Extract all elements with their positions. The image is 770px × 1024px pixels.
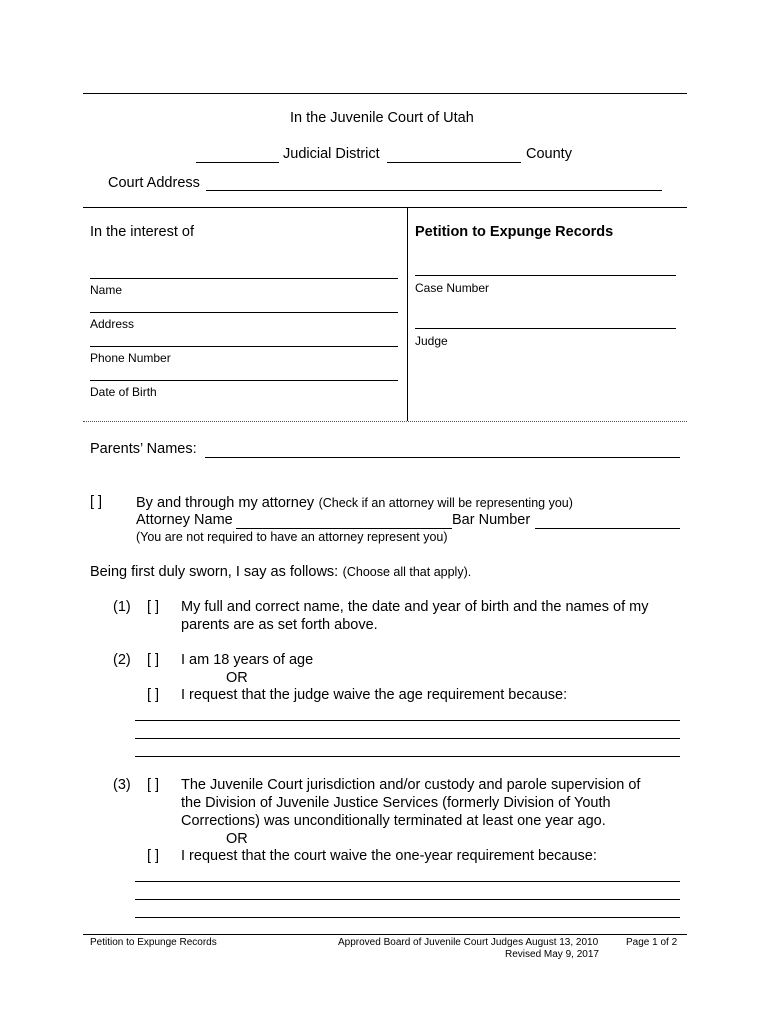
- county-label: County: [526, 146, 572, 162]
- item3-checkbox-terminated[interactable]: [ ]: [147, 777, 160, 793]
- item3-number: (3): [113, 777, 131, 793]
- caption-bottom-rule: [83, 421, 687, 422]
- attorney-checkbox[interactable]: [ ]: [90, 494, 103, 510]
- address-label: Address: [90, 317, 135, 331]
- item2-number: (2): [113, 652, 131, 668]
- dob-field[interactable]: [90, 380, 398, 381]
- petition-title: Petition to Expunge Records: [415, 224, 614, 240]
- item2-text-waive: I request that the judge waive the age requirement because:: [181, 687, 568, 703]
- attorney-name-label: Attorney Name: [136, 512, 233, 528]
- footer-revised: Revised May 9, 2017: [505, 949, 599, 960]
- item3-reason-line-2[interactable]: [135, 899, 680, 900]
- item3-line2: the Division of Juvenile Justice Services (formerly Division of Youth: [181, 795, 611, 811]
- item3-reason-line-1[interactable]: [135, 881, 680, 882]
- name-label: Name: [90, 283, 123, 297]
- caption-divider: [407, 207, 408, 421]
- case-number-label: Case Number: [415, 281, 490, 295]
- item2-reason-line-2[interactable]: [135, 738, 680, 739]
- judge-field[interactable]: [415, 328, 676, 329]
- item3-or: OR: [226, 831, 248, 847]
- attorney-line1: [136, 494, 573, 512]
- court-title: In the Juvenile Court of Utah: [290, 110, 474, 126]
- address-field[interactable]: [90, 312, 398, 313]
- item2-checkbox-age[interactable]: [ ]: [147, 652, 160, 668]
- name-field[interactable]: [90, 278, 398, 279]
- district-field[interactable]: [196, 162, 279, 163]
- top-rule: [83, 93, 687, 94]
- attorney-not-required-note: (You are not required to have an attorney represent you): [136, 530, 448, 544]
- item3-checkbox-waive[interactable]: [ ]: [147, 848, 160, 864]
- dob-label: Date of Birth: [90, 385, 157, 399]
- item3-text-waive: I request that the court waive the one-year requirement because:: [181, 848, 597, 864]
- sworn-note: (Choose all that apply).: [342, 565, 472, 579]
- parents-field[interactable]: [205, 457, 680, 458]
- parents-label: Parents’ Names:: [90, 441, 197, 457]
- sworn-main: Being first duly sworn, I say as follows:: [90, 564, 339, 580]
- item2-text-age: I am 18 years of age: [181, 652, 314, 668]
- attorney-name-field[interactable]: [236, 528, 452, 529]
- item1-checkbox[interactable]: [ ]: [147, 599, 160, 615]
- sworn-statement: [90, 563, 471, 581]
- county-field[interactable]: [387, 162, 521, 163]
- bar-number-field[interactable]: [535, 528, 680, 529]
- item3-line3: Corrections) was unconditionally terminated at least one year ago.: [181, 813, 606, 829]
- item2-checkbox-waive[interactable]: [ ]: [147, 687, 160, 703]
- bar-number-label: Bar Number: [452, 512, 531, 528]
- footer-rule: [83, 934, 687, 935]
- item1-line2: parents are as set forth above.: [181, 617, 378, 633]
- phone-field[interactable]: [90, 346, 398, 347]
- district-label: Judicial District: [283, 146, 380, 162]
- attorney-line1-main: By and through my attorney: [136, 495, 315, 511]
- footer-doc-title: Petition to Expunge Records: [90, 937, 217, 948]
- item1-number: (1): [113, 599, 131, 615]
- item1-line1: My full and correct name, the date and year of birth and the names of my: [181, 599, 649, 615]
- item2-reason-line-1[interactable]: [135, 720, 680, 721]
- interest-label: In the interest of: [90, 224, 194, 240]
- attorney-line1-note: (Check if an attorney will be representing you): [318, 496, 573, 510]
- court-address-label: Court Address: [108, 175, 200, 191]
- item3-line1: The Juvenile Court jurisdiction and/or custody and parole supervision of: [181, 777, 641, 793]
- item2-reason-line-3[interactable]: [135, 756, 680, 757]
- court-address-field[interactable]: [206, 190, 662, 191]
- caption-top-rule: [83, 207, 687, 208]
- item3-reason-line-3[interactable]: [135, 917, 680, 918]
- footer-page: Page 1 of 2: [626, 937, 678, 948]
- item2-or: OR: [226, 670, 248, 686]
- case-number-field[interactable]: [415, 275, 676, 276]
- footer-approved: Approved Board of Juvenile Court Judges August 13, 2010: [338, 937, 599, 948]
- judge-label: Judge: [415, 334, 448, 348]
- phone-label: Phone Number: [90, 351, 171, 365]
